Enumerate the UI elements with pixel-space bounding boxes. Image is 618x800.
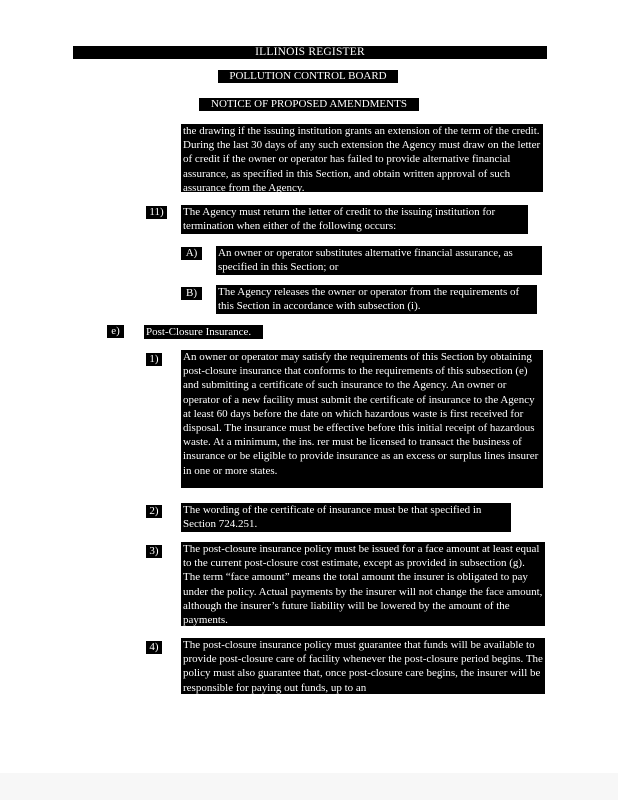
item-11-number: 11) bbox=[146, 206, 167, 219]
item-3-text: The post-closure insurance policy must be issued for a face amount at least equal to the current post-closure cost estimate, except as provided in subsection (g). The term “face amount” means the total amount the insurer is obligated to pay under the policy. Actual payments by the insurer will not change the face amount, although the insurer’s future liability will be lowered by the amount of the payments. bbox=[181, 542, 545, 626]
notice-title: NOTICE OF PROPOSED AMENDMENTS bbox=[199, 98, 419, 111]
item-2-text: The wording of the certificate of insurance must be that specified in Section 724.251. bbox=[181, 503, 511, 532]
item-a-number: A) bbox=[181, 247, 202, 260]
item-4-number: 4) bbox=[146, 641, 162, 654]
item-a-text: An owner or operator substitutes alternative financial assurance, as specified in this Section; or bbox=[216, 246, 542, 275]
continuation-paragraph: the drawing if the issuing institution grants an extension of the term of the credit. During the last 30 days of any such extension the Agency must draw on the letter of credit if the owner or operator has failed to provide alternative financial assurance, as specified in this Section, and obtain written approval of such assurance from the Agency. bbox=[181, 124, 543, 192]
item-b-text: The Agency releases the owner or operator from the requirements of this Section in accordance with subsection (i). bbox=[216, 285, 537, 314]
section-e-label: e) bbox=[107, 325, 124, 338]
item-2-number: 2) bbox=[146, 505, 162, 518]
board-name: POLLUTION CONTROL BOARD bbox=[218, 70, 398, 83]
item-4-text: The post-closure insurance policy must guarantee that funds will be available to provide post-closure care of facility whenever the post-closure period begins. The policy must also guarantee that, once post-closure care begins, the insurer will be responsible for paying out funds, up to an bbox=[181, 638, 545, 694]
item-1-text: An owner or operator may satisfy the requirements of this Section by obtaining post-closure insurance that conforms to the requirements of this subsection (e) and submitting a certificate of such insurance to the Agency. An owner or operator of a new facility must submit the certificate of insurance to the Agency at least 60 days before the date on which hazardous waste is first received for disposal. The insurance must be effective before this initial receipt of hazardous waste. At a minimum, the ins. rer must be licensed to transact the business of insurance or be eligible to provide insurance as an excess or surplus lines insurer in one or more states. bbox=[181, 350, 543, 488]
item-11-text: The Agency must return the letter of credit to the issuing institution for termination when either of the following occurs: bbox=[181, 205, 528, 234]
item-1-number: 1) bbox=[146, 353, 162, 366]
register-title: ILLINOIS REGISTER bbox=[255, 46, 365, 58]
section-e-title: Post-Closure Insurance. bbox=[144, 325, 263, 339]
item-3-number: 3) bbox=[146, 545, 162, 558]
scan-bottom-shade bbox=[0, 773, 618, 800]
item-b-number: B) bbox=[181, 287, 202, 300]
